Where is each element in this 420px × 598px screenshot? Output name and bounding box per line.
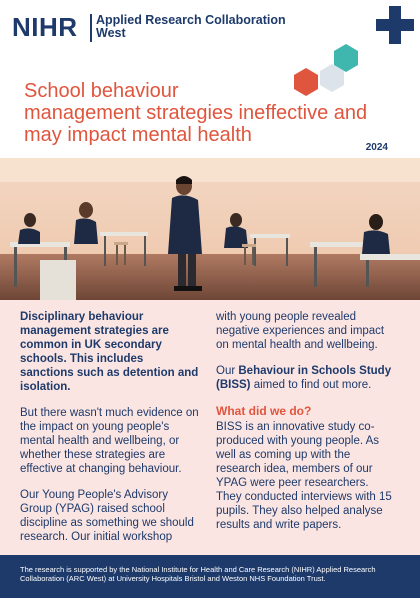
logo-subtitle-line2: West xyxy=(96,26,126,40)
ypag-paragraph: Our Young People's Advisory Group (YPAG) raised school discipline as something we should research. Our initial workshop xyxy=(20,489,194,543)
content-section xyxy=(0,300,420,555)
right-column xyxy=(216,310,396,544)
biss-paragraph: Our Behaviour in Schools Study (BISS) aimed to find out more. xyxy=(216,365,392,391)
evidence-paragraph: But there wasn't much evidence on the impact on young people's mental health and wellbeing, or whether these strategies are effective at changing behaviour. xyxy=(20,407,199,475)
section-heading: What did we do? xyxy=(216,404,312,418)
logo-subtitle xyxy=(96,14,286,40)
logo-subtitle-line1: Applied Research Collaboration xyxy=(96,13,286,27)
workshop-paragraph: with young people revealed negative experiences and impact on mental health and wellbeing. xyxy=(216,311,385,351)
classroom-illustration xyxy=(0,158,420,300)
intro-paragraph: Disciplinary behaviour management strategies are common in UK secondary schools. This includes sanctions such as detention and isolation. xyxy=(20,311,199,393)
nihr-logo: NIHR xyxy=(12,12,78,42)
year-label: 2024 xyxy=(365,142,388,153)
left-column xyxy=(20,310,200,556)
header xyxy=(0,0,420,153)
logo-divider xyxy=(90,14,92,42)
biss-link-text: Behaviour in Schools Study (BISS) xyxy=(216,365,392,391)
page-title: School behaviour management strategies ineffective and may impact mental health xyxy=(24,80,368,146)
plus-cross-icon xyxy=(376,6,414,44)
footer xyxy=(0,555,420,598)
method-paragraph: BISS is an innovative study co-produced with young people. As well as coming up with the research idea, members of our YPAG were peer researchers. They conducted interviews with 15 pupils. They also helped analyse results and write papers. xyxy=(216,421,392,531)
footer-text: The research is supported by the National Institute for Health and Care Research (NIHR) Applied Research Collaboration (ARC West) at University Hospitals Bristol and Weston NHS Foundation Trust. xyxy=(20,565,376,583)
